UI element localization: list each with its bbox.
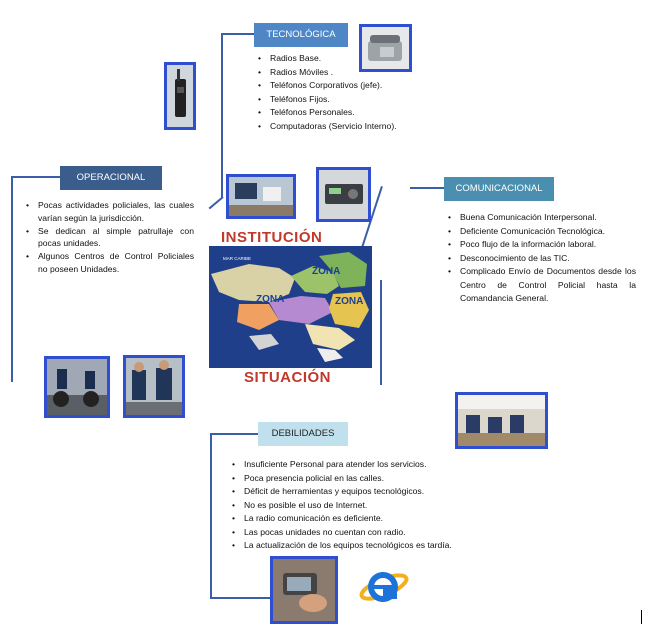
list-item: • Radios Base. (254, 52, 444, 66)
zone-label: ZONA (256, 294, 285, 305)
list-item: • Buena Comunicación Interpersonal. (444, 211, 636, 225)
list-item: • Insuficiente Personal para atender los servicios. (228, 458, 518, 472)
connector-tecnologica (209, 196, 224, 209)
list-item: • Las pocas unidades no cuentan con radio. (228, 526, 518, 540)
list-item: • Déficit de herramientas y equipos tecnológicos. (228, 485, 518, 499)
zone-label: ZONA (312, 266, 341, 277)
list-item: • Poco flujo de la información laboral. (444, 238, 636, 252)
debilidades-list (228, 458, 518, 553)
list-item: • Complicado Envío de Documentos desde los Centro de Control Policial hasta la Comandancia General. (444, 265, 636, 306)
connector-comunicacional (410, 187, 444, 189)
debilidades-label: DEBILIDADES (258, 422, 348, 446)
list-item: • Se dedican al simple patrullaje con pocas unidades. (22, 225, 194, 251)
list-item: • No es posible el uso de Internet. (228, 499, 518, 513)
list-item: • Desconocimiento de las TIC. (444, 252, 636, 266)
connector-operacional (11, 176, 61, 178)
list-item: • Teléfonos Corporativos (jefe). (254, 79, 444, 93)
list-item: • Teléfonos Fijos. (254, 93, 444, 107)
list-item: • Pocas actividades policiales, las cuales varían según la jurisdicción. (22, 199, 194, 225)
list-item: • Algunos Centros de Control Policiales no poseen Unidades. (22, 250, 194, 276)
comunicacional-list (444, 211, 636, 306)
situacion-title: SITUACIÓN (244, 369, 331, 386)
connector-comunicacional (380, 280, 382, 385)
list-item: • Deficiente Comunicación Tecnológica. (444, 225, 636, 239)
list-item: • Radios Móviles . (254, 66, 444, 80)
zone-map (209, 246, 372, 368)
operacional-list (22, 199, 194, 276)
operacional-label: OPERACIONAL (60, 166, 162, 190)
list-item: • La actualización de los equipos tecnológicos es tardía. (228, 539, 518, 553)
internet-explorer-icon (357, 561, 411, 611)
list-item: • Teléfonos Personales. (254, 106, 444, 120)
connector-tecnologica (221, 33, 223, 198)
hand-device-photo (270, 556, 338, 624)
connector-debilidades (210, 433, 212, 598)
text-cursor (641, 610, 642, 624)
connector-debilidades (210, 597, 270, 599)
classroom-photo (455, 392, 548, 449)
list-item: • Poca presencia policial en las calles. (228, 472, 518, 486)
motorcycle-patrol-photo (44, 356, 110, 418)
comunicacional-label: COMUNICACIONAL (444, 177, 554, 201)
map-sea-label: MAR CARIBE (223, 256, 252, 261)
map-graphic (209, 246, 372, 368)
zone-label: ZONA (335, 296, 364, 307)
police-officers-photo (123, 355, 185, 418)
connector-tecnologica (221, 33, 254, 35)
connector-operacional (11, 176, 13, 382)
desk-phone-photo (359, 24, 412, 72)
connector-debilidades (210, 433, 258, 435)
list-item: • Computadoras (Servicio Interno). (254, 120, 444, 134)
list-item: • La radio comunicación es deficiente. (228, 512, 518, 526)
tecnologica-list (254, 52, 444, 133)
institucion-title: INSTITUCIÓN (221, 229, 323, 246)
computer-desk-photo (226, 174, 296, 219)
tecnologica-label: TECNOLÓGICA (254, 23, 348, 47)
base-radio-photo (316, 167, 371, 222)
radio-handset-photo (164, 62, 196, 130)
